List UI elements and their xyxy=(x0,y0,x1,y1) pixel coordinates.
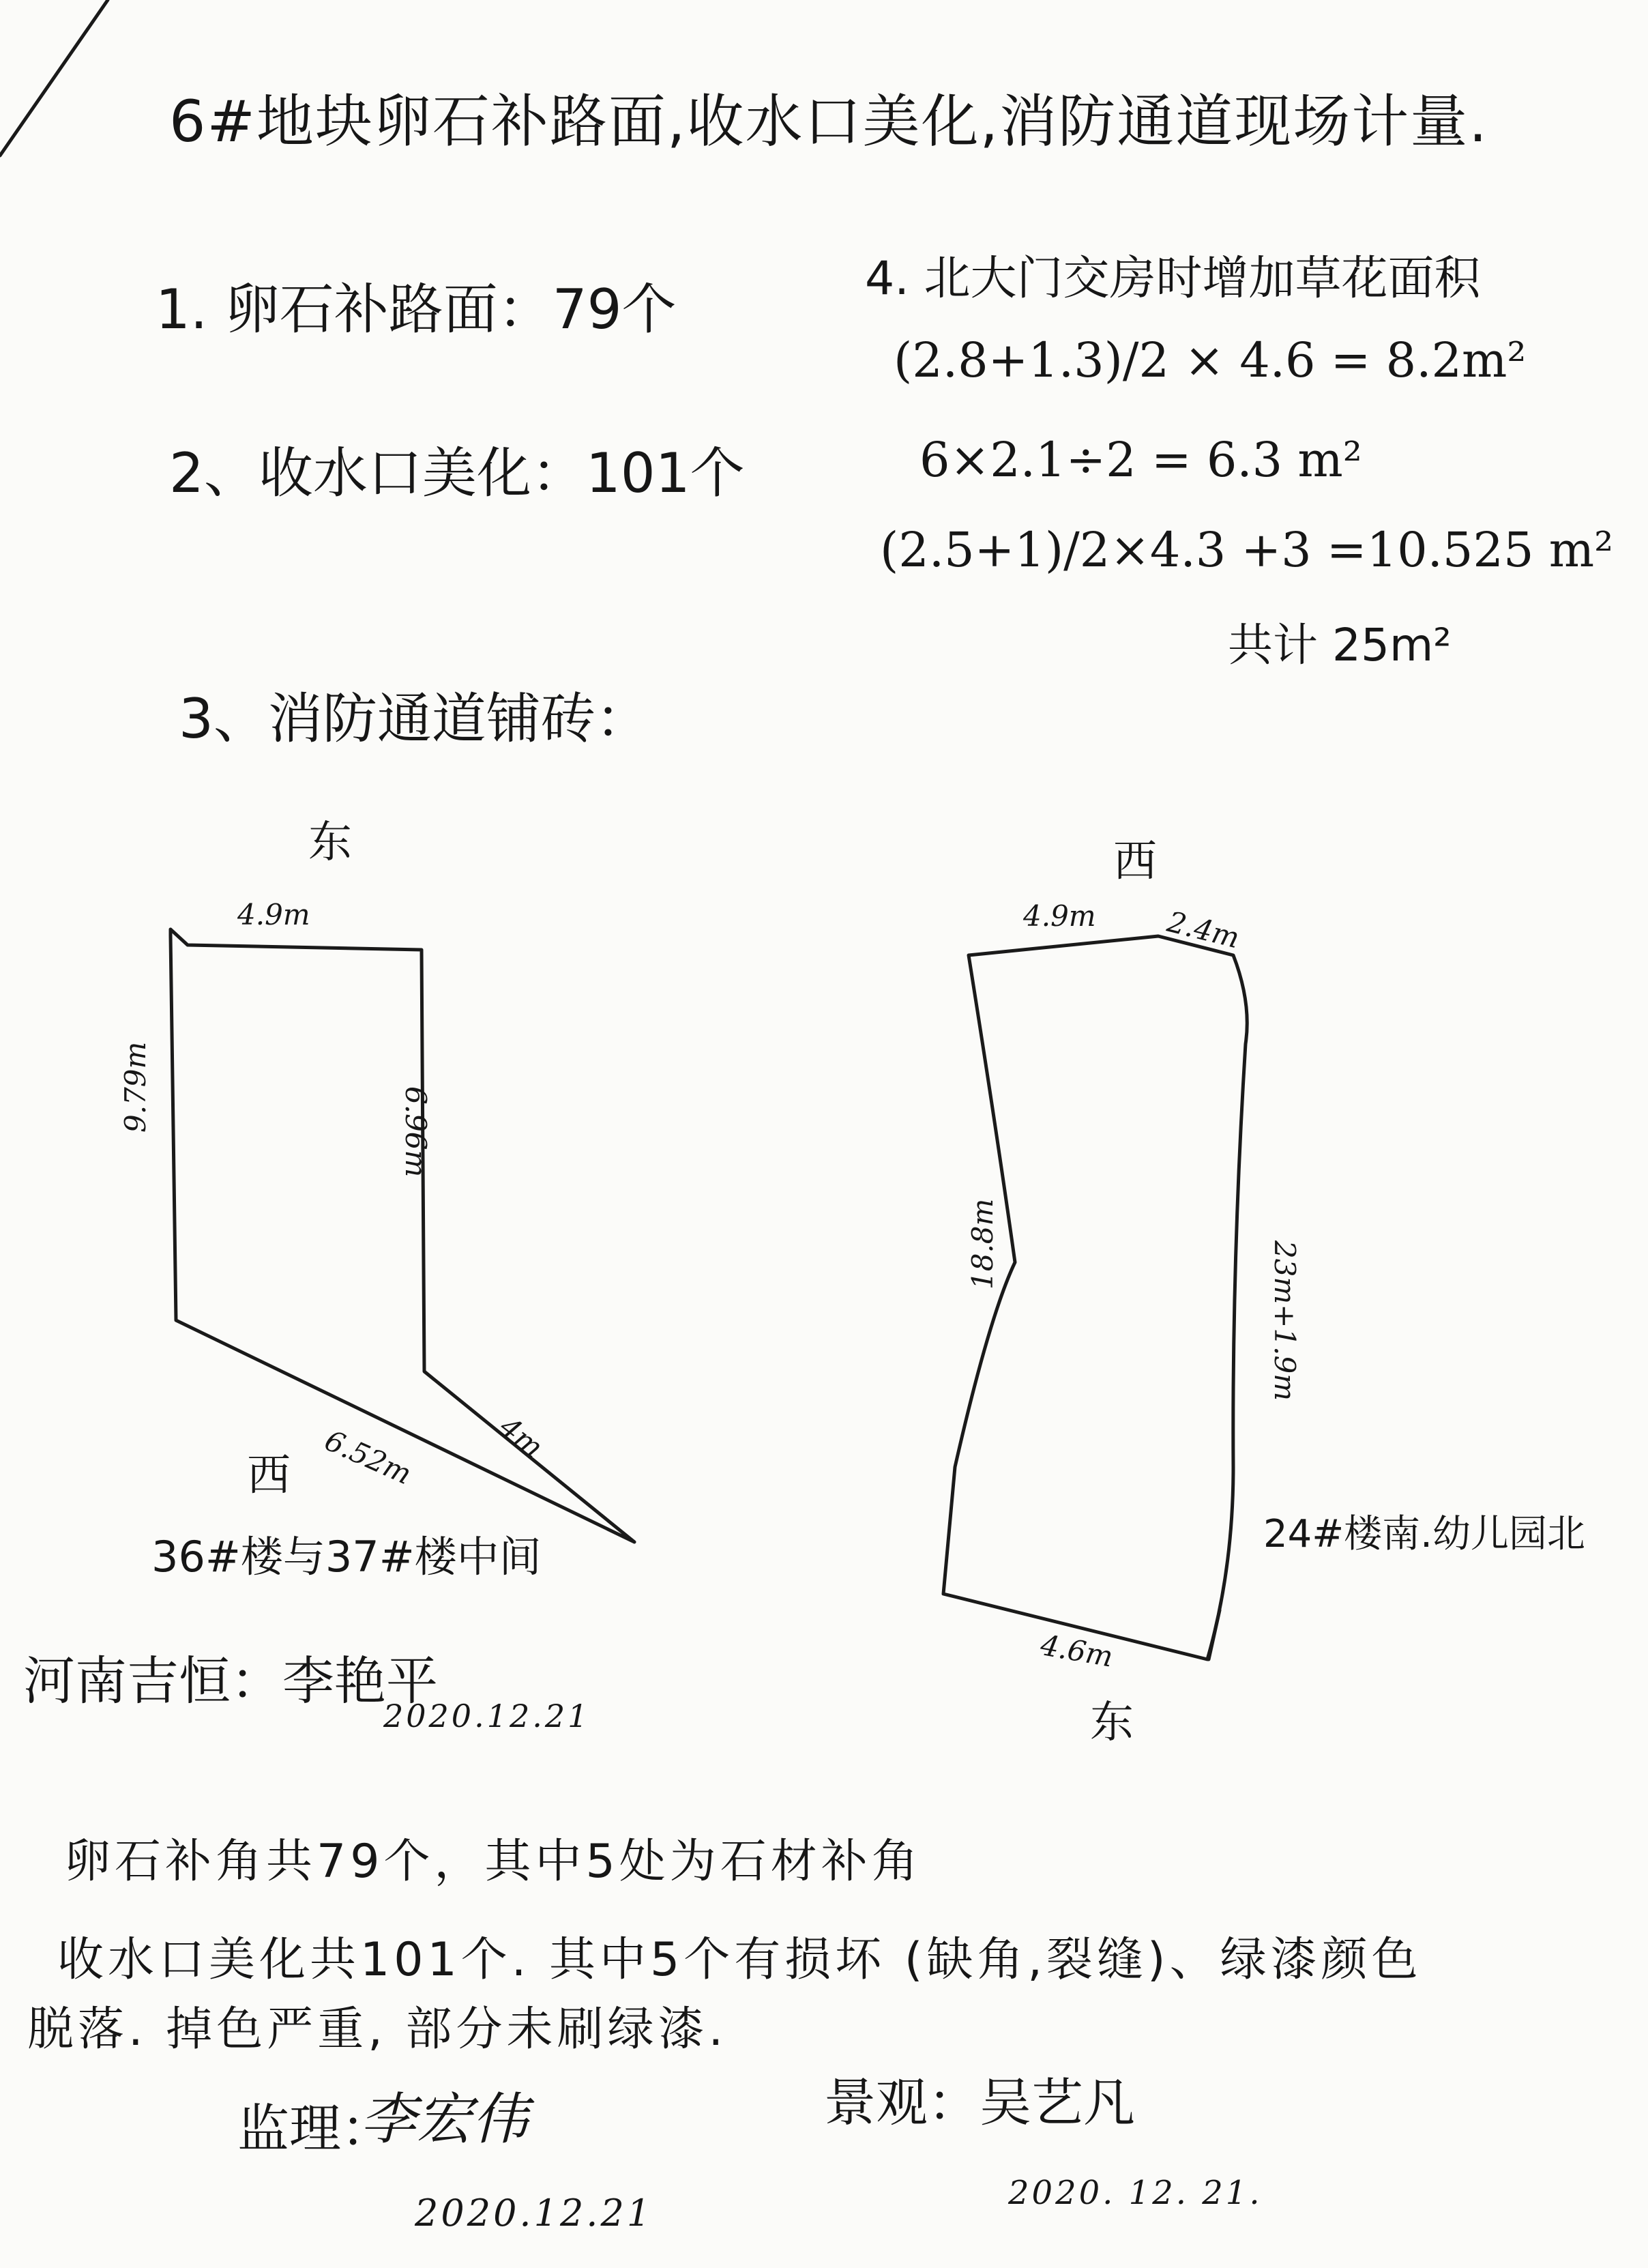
right-sketch-location: 24#楼南.幼儿园北 xyxy=(1263,1512,1585,1556)
left-sketch-location: 36#楼与37#楼中间 xyxy=(151,1532,542,1582)
calc-line-1: (2.8+1.3)/2 × 4.6 = 8.2m² xyxy=(894,332,1527,388)
item-2: 2、收水口美化：101个 xyxy=(169,441,745,505)
right-sketch-bottom-direction: 东 xyxy=(1090,1698,1134,1748)
right-sketch-mark xyxy=(1209,1610,1220,1659)
contractor-signature: 河南吉恒：李艳平 xyxy=(23,1651,438,1711)
left-dim-left: 9.79m xyxy=(119,1041,152,1133)
corner-mark xyxy=(0,0,108,156)
item-1: 1. 卵石补路面：79个 xyxy=(156,278,677,341)
landscape-date: 2020. 12. 21. xyxy=(1008,2174,1263,2212)
supervisor-label: 监理： xyxy=(237,2098,393,2159)
right-dim-top-right: 2.4m xyxy=(1164,905,1243,955)
supervisor-signature: 李宏伟 xyxy=(360,2087,528,2152)
left-sketch-top-direction: 东 xyxy=(308,817,352,868)
right-dim-top: 4.9m xyxy=(1023,899,1096,933)
left-dim-diagonal: 4m xyxy=(493,1410,550,1465)
page-title: 6#地块卵石补路面,收水口美化,消防通道现场计量. xyxy=(169,88,1488,155)
calc-total: 共计 25m² xyxy=(1228,619,1452,671)
calc-line-2: 6×2.1÷2 = 6.3 m² xyxy=(919,432,1362,488)
note-line-3: 脱落. 掉色严重, 部分未刷绿漆. xyxy=(27,2003,728,2056)
supervisor-date: 2020.12.21 xyxy=(415,2192,653,2235)
right-dim-right: 23m+1.9m xyxy=(1268,1240,1301,1401)
landscape-signature: 景观：吴艺凡 xyxy=(824,2072,1135,2133)
right-sketch-outline xyxy=(943,936,1247,1659)
left-dim-top: 4.9m xyxy=(237,898,310,931)
left-sketch-bottom-direction: 西 xyxy=(247,1451,291,1501)
left-dim-right: 6.96m xyxy=(399,1086,432,1178)
right-dim-left: 18.8m xyxy=(966,1198,999,1290)
note-line-1: 卵石补角共79个，其中5处为石材补角 xyxy=(64,1835,922,1889)
item-4: 4. 北大门交房时增加草花面积 xyxy=(865,252,1481,306)
right-dim-bottom: 4.6m xyxy=(1038,1628,1116,1674)
note-line-2: 收水口美化共101个. 其中5个有损坏 (缺角,裂缝)、绿漆颜色 xyxy=(57,1933,1422,1987)
contractor-date: 2020.12.21 xyxy=(383,1698,591,1734)
calc-line-3: (2.5+1)/2×4.3 +3 =10.525 m² xyxy=(880,522,1614,578)
left-dim-bottom: 6.52m xyxy=(319,1423,417,1492)
right-sketch-top-direction: 西 xyxy=(1113,837,1157,887)
left-sketch-outline xyxy=(171,929,634,1542)
item-3: 3、消防通道铺砖： xyxy=(179,687,650,751)
